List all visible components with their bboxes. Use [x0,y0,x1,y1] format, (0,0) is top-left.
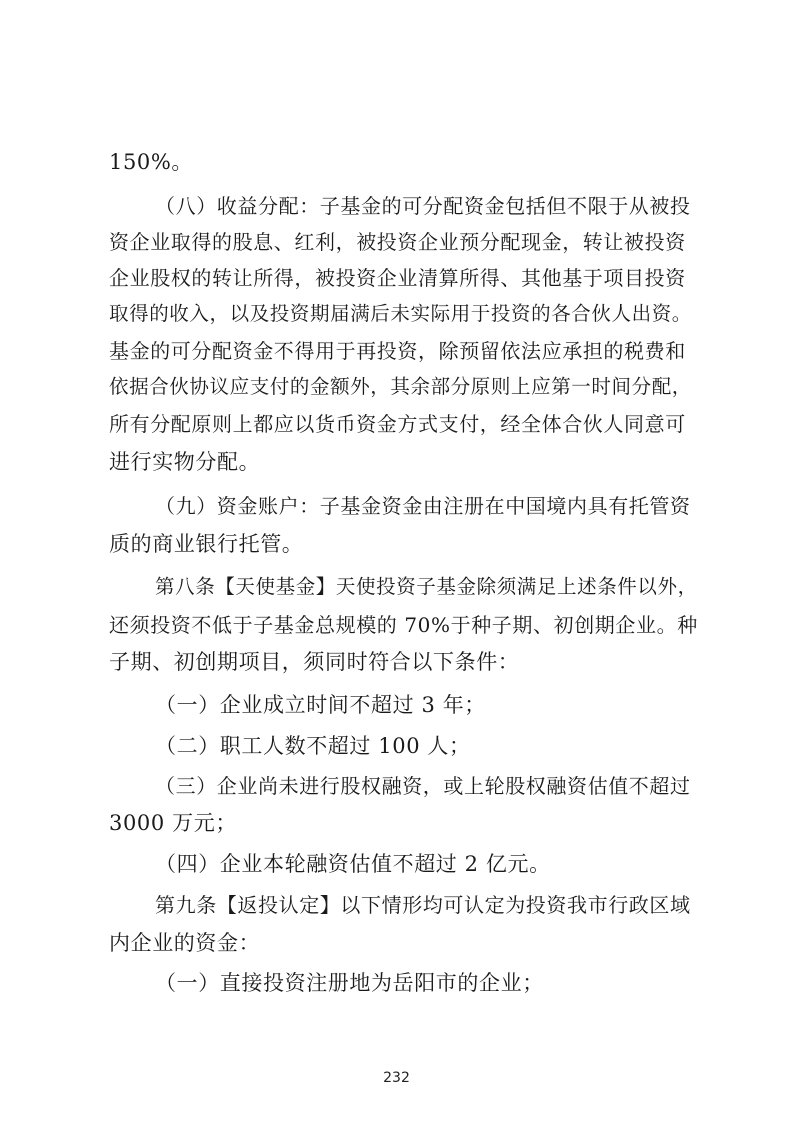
text-line: 企业股权的转让所得，被投资企业清算所得、其他基于项目投资 [109,266,686,290]
text-line: （二）职工人数不超过 100 人； [155,734,471,758]
page-number: 232 [383,1070,410,1086]
text-line: 子期、初创期项目，须同时符合以下条件： [109,650,520,674]
text-line: （四）企业本轮融资估值不超过 2 亿元。 [155,852,551,876]
text-line: 进行实物分配。 [109,450,261,474]
text-line: 取得的收入，以及投资期届满后未实际用于投资的各合伙人出资。 [109,302,692,325]
text-line: 基金的可分配资金不得用于再投资，除预留依法应承担的税费和 [109,339,686,363]
text-line: 第九条【返投认定】以下情形均可认定为投资我市行政区域 [155,893,691,917]
text-line: 3000 万元； [109,811,237,835]
text-line: 所有分配原则上都应以货币资金方式支付，经全体合伙人同意可 [109,412,686,436]
text-line: 内企业的资金： [109,931,261,955]
text-line: （三）企业尚未进行股权融资，或上轮股权融资估值不超过 [155,774,691,798]
text-line: （一）直接投资注册地为岳阳市的企业； [155,971,544,995]
text-line: 依据合伙协议应支付的金额外，其余部分原则上应第一时间分配， [109,375,692,398]
text-line: 还须投资不低于子基金总规模的 70%于种子期、初创期企业。种 [109,613,698,637]
text-line: 第八条【天使基金】天使投资子基金除须满足上述条件以外， [155,575,698,598]
text-line: 150%。 [109,150,194,174]
text-line: 资企业取得的股息、红利，被投资企业预分配现金，转让被投资 [109,230,686,254]
text-line: （九）资金账户：子基金资金由注册在中国境内具有托管资 [155,494,691,518]
text-line: 质的商业银行托管。 [109,532,304,556]
text-line: （八）收益分配：子基金的可分配资金包括但不限于从被投 [155,194,691,218]
text-line: （一）企业成立时间不超过 3 年； [155,693,486,717]
